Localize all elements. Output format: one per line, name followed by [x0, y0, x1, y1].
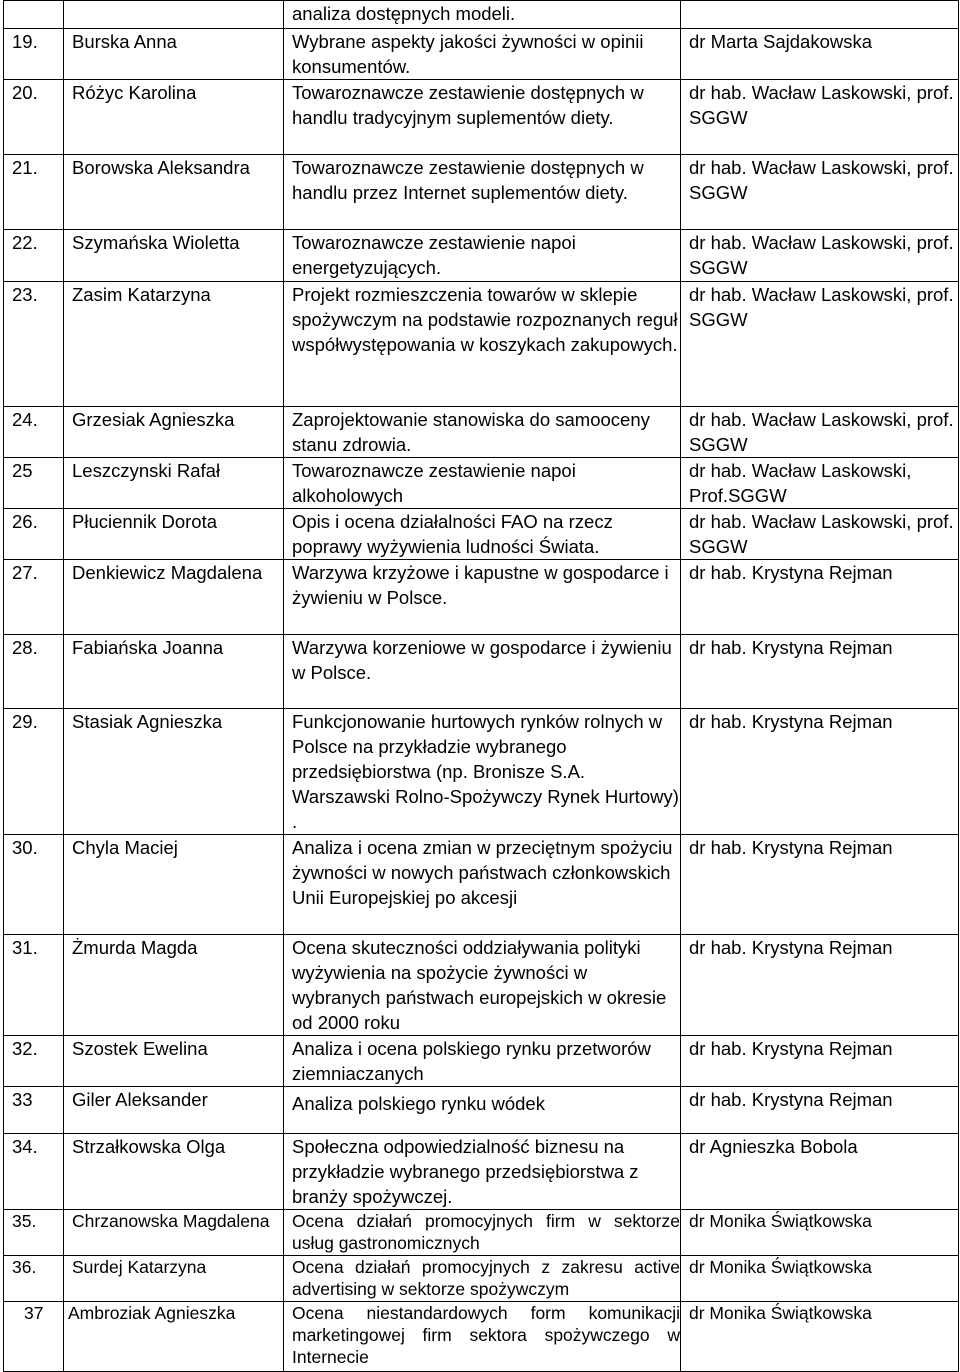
table-row: [4, 709, 959, 835]
student-name: Borowska Aleksandra: [64, 155, 284, 230]
supervisor: dr hab. Krystyna Rejman: [681, 709, 959, 835]
table-row: [4, 1302, 959, 1372]
supervisor: dr hab. Wacław Laskowski, prof. SGGW: [681, 80, 959, 155]
row-number: 24.: [4, 407, 64, 458]
student-name: Giler Aleksander: [64, 1087, 284, 1134]
thesis-title: Ocena niestandardowych form komunikacji marketingowej firm sektora spożywczego w Internecie: [284, 1302, 681, 1372]
table-row: [4, 1036, 959, 1087]
row-number: 36.: [4, 1256, 64, 1302]
student-name: Denkiewicz Magdalena: [64, 560, 284, 635]
student-name: Grzesiak Agnieszka: [64, 407, 284, 458]
student-name: Chyla Maciej: [64, 835, 284, 935]
thesis-title: Wybrane aspekty jakości żywności w opinii konsumentów.: [284, 29, 681, 80]
row-number: 34.: [4, 1134, 64, 1210]
thesis-title: Zaprojektowanie stanowiska do samooceny stanu zdrowia.: [284, 407, 681, 458]
thesis-title: Opis i ocena działalności FAO na rzecz poprawy wyżywienia ludności Świata.: [284, 509, 681, 560]
row-number: 27.: [4, 560, 64, 635]
thesis-title: Społeczna odpowiedzialność biznesu na przykładzie wybranego przedsiębiorstwa z branży spożywczej.: [284, 1134, 681, 1210]
thesis-title: Warzywa korzeniowe w gospodarce i żywieniu w Polsce.: [284, 635, 681, 709]
thesis-title: Funkcjonowanie hurtowych rynków rolnych w Polsce na przykładzie wybranego przedsiębiorstwa (np. Bronisze S.A. Warszawski Rolno-Spożywczy Rynek Hurtowy) .: [284, 709, 681, 835]
table-row: [4, 635, 959, 709]
table-row: [4, 458, 959, 509]
row-number: 19.: [4, 29, 64, 80]
thesis-title: Ocena działań promocyjnych firm w sektorze usług gastronomicznych: [284, 1210, 681, 1256]
student-name: Szymańska Wioletta: [64, 230, 284, 282]
table-row: [4, 1256, 959, 1302]
row-number: 31.: [4, 935, 64, 1036]
row-number: 23.: [4, 282, 64, 407]
supervisor: dr Marta Sajdakowska: [681, 29, 959, 80]
table-row: [4, 29, 959, 80]
student-name: Burska Anna: [64, 29, 284, 80]
table-row: [4, 560, 959, 635]
thesis-title: analiza dostępnych modeli.: [284, 1, 681, 29]
row-number: 29.: [4, 709, 64, 835]
table-row: [4, 1087, 959, 1134]
table-row: [4, 80, 959, 155]
student-name: Chrzanowska Magdalena: [64, 1210, 284, 1256]
table-row: [4, 155, 959, 230]
row-number: 35.: [4, 1210, 64, 1256]
row-number: 25: [4, 458, 64, 509]
supervisor: dr Agnieszka Bobola: [681, 1134, 959, 1210]
thesis-title: Ocena działań promocyjnych z zakresu active advertising w sektorze spożywczym: [284, 1256, 681, 1302]
row-number: 28.: [4, 635, 64, 709]
row-number: 22.: [4, 230, 64, 282]
student-name: Strzałkowska Olga: [64, 1134, 284, 1210]
supervisor: dr hab. Krystyna Rejman: [681, 935, 959, 1036]
student-name: Żmurda Magda: [64, 935, 284, 1036]
table-row: [4, 407, 959, 458]
thesis-title: Towaroznawcze zestawienie napoi energetyzujących.: [284, 230, 681, 282]
supervisor: dr Monika Świątkowska: [681, 1210, 959, 1256]
supervisor: dr hab. Krystyna Rejman: [681, 1036, 959, 1087]
student-name: Zasim Katarzyna: [64, 282, 284, 407]
student-name: Szostek Ewelina: [64, 1036, 284, 1087]
student-name: Różyc Karolina: [64, 80, 284, 155]
student-name: Stasiak Agnieszka: [64, 709, 284, 835]
row-number: 30.: [4, 835, 64, 935]
row-number: [4, 1, 64, 29]
row-number: 21.: [4, 155, 64, 230]
supervisor: dr hab. Wacław Laskowski, prof. SGGW: [681, 509, 959, 560]
thesis-title: Analiza i ocena polskiego rynku przetworów ziemniaczanych: [284, 1036, 681, 1087]
thesis-title: Analiza i ocena zmian w przeciętnym spożyciu żywności w nowych państwach członkowskich Unii Europejskiej po akcesji: [284, 835, 681, 935]
supervisor: dr hab. Wacław Laskowski, Prof.SGGW: [681, 458, 959, 509]
supervisor: dr hab. Krystyna Rejman: [681, 560, 959, 635]
supervisor: dr Monika Świątkowska: [681, 1302, 959, 1372]
student-name: Fabiańska Joanna: [64, 635, 284, 709]
thesis-title: Towaroznawcze zestawienie dostępnych w handlu przez Internet suplementów diety.: [284, 155, 681, 230]
student-name: Surdej Katarzyna: [64, 1256, 284, 1302]
student-name: Płuciennik Dorota: [64, 509, 284, 560]
table-row: [4, 1, 959, 29]
row-number: 37: [4, 1302, 64, 1372]
supervisor: dr hab. Wacław Laskowski, prof. SGGW: [681, 407, 959, 458]
table-row: [4, 282, 959, 407]
table-row: [4, 835, 959, 935]
supervisor: dr Monika Świątkowska: [681, 1256, 959, 1302]
supervisor: dr hab. Wacław Laskowski, prof. SGGW: [681, 282, 959, 407]
thesis-title: Ocena skuteczności oddziaływania polityki wyżywienia na spożycie żywności w wybranych państwach europejskich w okresie od 2000 roku: [284, 935, 681, 1036]
row-number: 32.: [4, 1036, 64, 1087]
row-number: 20.: [4, 80, 64, 155]
table-row: [4, 1134, 959, 1210]
thesis-title: Analiza polskiego rynku wódek: [284, 1087, 681, 1134]
student-name: Leszczynski Rafał: [64, 458, 284, 509]
supervisor: dr hab. Krystyna Rejman: [681, 835, 959, 935]
student-name: [64, 1, 284, 29]
table-row: [4, 230, 959, 282]
student-name: Ambroziak Agnieszka: [64, 1302, 284, 1372]
supervisor: dr hab. Krystyna Rejman: [681, 635, 959, 709]
thesis-title: Towaroznawcze zestawienie napoi alkoholowych: [284, 458, 681, 509]
supervisor: dr hab. Wacław Laskowski, prof. SGGW: [681, 155, 959, 230]
thesis-table: [3, 0, 959, 1372]
thesis-title: Projekt rozmieszczenia towarów w sklepie spożywczym na podstawie rozpoznanych reguł współwystępowania w koszykach zakupowych.: [284, 282, 681, 407]
table-row: [4, 1210, 959, 1256]
row-number: 26.: [4, 509, 64, 560]
supervisor: [681, 1, 959, 29]
table-row: [4, 509, 959, 560]
table-row: [4, 935, 959, 1036]
row-number: 33: [4, 1087, 64, 1134]
thesis-title: Warzywa krzyżowe i kapustne w gospodarce i żywieniu w Polsce.: [284, 560, 681, 635]
supervisor: dr hab. Krystyna Rejman: [681, 1087, 959, 1134]
thesis-title: Towaroznawcze zestawienie dostępnych w handlu tradycyjnym suplementów diety.: [284, 80, 681, 155]
supervisor: dr hab. Wacław Laskowski, prof. SGGW: [681, 230, 959, 282]
